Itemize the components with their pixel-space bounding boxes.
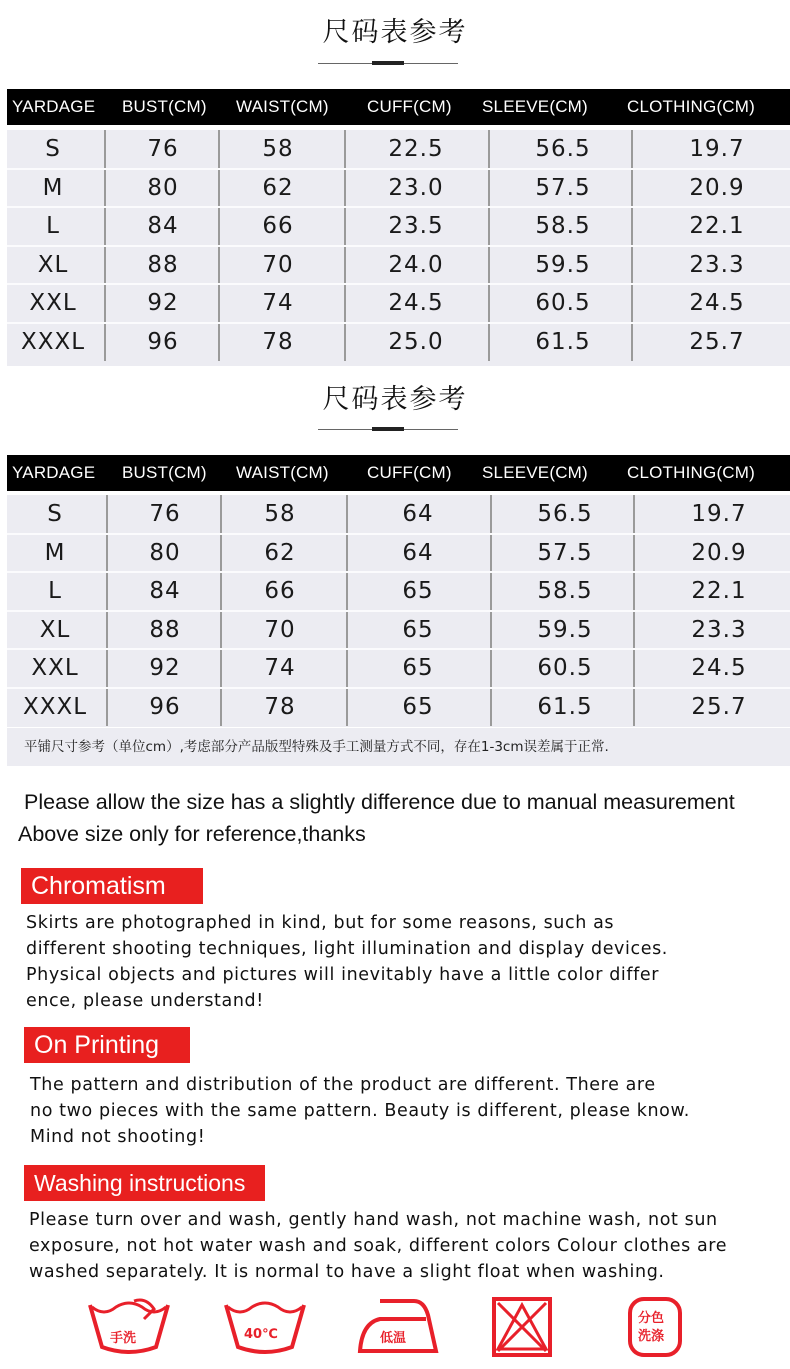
table-cell: 65	[402, 578, 434, 604]
header-bust: BUST(CM)	[122, 97, 207, 116]
wash-separately-icon	[624, 1295, 714, 1359]
table-cell: 58.5	[537, 578, 593, 604]
header-waist: WAIST(CM)	[236, 463, 329, 482]
table-cell: 70	[264, 616, 296, 643]
table-cell: 80	[147, 174, 179, 201]
washing-instructions-text	[29, 1207, 727, 1285]
text-line: ence, please understand!	[26, 991, 264, 1011]
table-row	[7, 284, 790, 323]
on-printing-text	[30, 1072, 690, 1150]
wash-separately-label-1: 分色	[638, 1311, 665, 1326]
row-divider	[7, 283, 790, 285]
table-cell: 76	[147, 136, 179, 162]
header-sleeve: SLEEVE(CM)	[482, 97, 588, 116]
table-cell: 62	[262, 174, 294, 201]
table-cell: 92	[149, 655, 181, 681]
table-cell: 24.0	[388, 251, 444, 278]
table-cell: 66	[264, 578, 296, 604]
table-cell: 96	[147, 328, 179, 355]
low-temperature-label: 低温	[380, 1331, 407, 1346]
wash-40c-label: 40℃	[244, 1327, 278, 1342]
row-divider	[7, 610, 790, 612]
table-cell: 58	[264, 501, 296, 527]
text-line: no two pieces with the same pattern. Beauty is different, please know.	[30, 1101, 690, 1121]
text-line: Please turn over and wash, gently hand wash, not machine wash, not sun	[29, 1210, 718, 1230]
table-cell: 66	[262, 213, 294, 239]
title-divider-bar	[372, 427, 404, 431]
table-cell: 58.5	[535, 213, 591, 239]
text-line: Mind not shooting!	[30, 1127, 206, 1147]
table-row	[7, 246, 790, 285]
table-row	[7, 207, 790, 246]
table-cell: 24.5	[689, 290, 745, 316]
table-cell: 22.1	[689, 213, 745, 239]
table-cell: 23.0	[388, 174, 444, 201]
chromatism-text	[26, 910, 668, 1014]
table-cell: 92	[147, 290, 179, 316]
wash-separately-label-2: 洗涤	[638, 1329, 665, 1344]
table-cell: 22.5	[388, 136, 444, 162]
table-body	[7, 130, 790, 366]
table-cell: L	[46, 213, 60, 239]
table-cell: XL	[37, 251, 69, 278]
table-cell: 80	[149, 539, 181, 566]
table-row	[7, 649, 790, 688]
table-cell: XXXL	[22, 693, 88, 720]
table-cell: 64	[402, 501, 434, 527]
table-cell: 88	[149, 616, 181, 643]
table-row	[7, 572, 790, 611]
table-cell: 56.5	[535, 136, 591, 162]
header-clothing: CLOTHING(CM)	[627, 463, 755, 482]
table-cell: 25.7	[691, 693, 747, 720]
table-row	[7, 495, 790, 534]
table-cell: 65	[402, 693, 434, 720]
table-header	[7, 455, 790, 491]
table-cell: 24.5	[388, 290, 444, 316]
table-cell: 56.5	[537, 501, 593, 527]
table-cell: 22.1	[691, 578, 747, 604]
table-cell: 20.9	[691, 539, 747, 566]
table-cell: 19.7	[691, 501, 747, 527]
row-divider	[7, 322, 790, 324]
measurement-note: 平铺尺寸参考（单位cm）,考虑部分产品版型特殊及手工测量方式不同，存在1-3cm误差属于正常.	[7, 728, 790, 766]
header-yardage: YARDAGE	[12, 463, 96, 482]
table-row	[7, 169, 790, 208]
disclaimer-line-1: Please allow the size has a slightly difference due to manual measurement	[24, 790, 735, 814]
table-cell: 25.0	[388, 328, 444, 355]
table-cell: 57.5	[537, 539, 593, 566]
row-divider	[7, 571, 790, 573]
table-body	[7, 495, 790, 727]
wash-40c-icon	[220, 1295, 310, 1359]
table-cell: 20.9	[689, 174, 745, 201]
section-title: 尺码表参考	[322, 384, 468, 415]
text-line: washed separately. It is normal to have a slight float when washing.	[29, 1262, 665, 1282]
table-cell: 57.5	[535, 174, 591, 201]
header-clothing: CLOTHING(CM)	[627, 97, 755, 116]
table-cell: 19.7	[689, 136, 745, 162]
row-divider	[7, 533, 790, 535]
table-cell: 61.5	[535, 328, 591, 355]
table-cell: 65	[402, 616, 434, 643]
text-line: Skirts are photographed in kind, but for some reasons, such as	[26, 913, 615, 933]
table-cell: L	[48, 578, 62, 604]
table-cell: XL	[39, 616, 71, 643]
header-cuff: CUFF(CM)	[367, 97, 452, 116]
table-row	[7, 323, 790, 362]
table-cell: 25.7	[689, 328, 745, 355]
table-cell: M	[42, 174, 64, 201]
row-divider	[7, 245, 790, 247]
text-line: The pattern and distribution of the product are different. There are	[30, 1075, 656, 1095]
table-cell: 58	[262, 136, 294, 162]
table-cell: XXL	[29, 290, 77, 316]
row-divider	[7, 168, 790, 170]
table-cell: 59.5	[537, 616, 593, 643]
title-divider-bar	[372, 61, 404, 65]
table-cell: S	[47, 501, 63, 527]
table-cell: 78	[264, 693, 296, 720]
table-header	[7, 89, 790, 125]
section-title: 尺码表参考	[322, 17, 468, 48]
table-cell: 24.5	[691, 655, 747, 681]
table-cell: 23.3	[689, 251, 745, 278]
header-bust: BUST(CM)	[122, 463, 207, 482]
table-cell: M	[44, 539, 66, 566]
text-line: exposure, not hot water wash and soak, different colors Colour clothes are	[29, 1236, 728, 1256]
chromatism-tag: Chromatism	[21, 868, 203, 904]
table-cell: 78	[262, 328, 294, 355]
table-cell: 60.5	[537, 655, 593, 681]
row-divider	[7, 648, 790, 650]
table-row	[7, 688, 790, 727]
table-cell: 88	[147, 251, 179, 278]
table-cell: S	[45, 136, 61, 162]
header-cuff: CUFF(CM)	[367, 463, 452, 482]
hand-wash-label: 手洗	[110, 1331, 137, 1346]
table-cell: 60.5	[535, 290, 591, 316]
table-row	[7, 611, 790, 650]
washing-instructions-tag: Washing instructions	[24, 1165, 265, 1201]
table-cell: 61.5	[537, 693, 593, 720]
table-cell: XXL	[31, 655, 79, 681]
text-line: different shooting techniques, light illumination and display devices.	[26, 939, 668, 959]
table-cell: 84	[149, 578, 181, 604]
table-cell: 59.5	[535, 251, 591, 278]
on-printing-tag: On Printing	[24, 1027, 190, 1063]
table-cell: 64	[402, 539, 434, 566]
table-cell: 65	[402, 655, 434, 681]
header-sleeve: SLEEVE(CM)	[482, 463, 588, 482]
low-temperature-iron-icon	[354, 1295, 444, 1359]
table-cell: 84	[147, 213, 179, 239]
table-cell: 74	[264, 655, 296, 681]
text-line: Physical objects and pictures will inevitably have a little color differ	[26, 965, 660, 985]
table-cell: 23.5	[388, 213, 444, 239]
header-waist: WAIST(CM)	[236, 97, 329, 116]
hand-wash-icon	[84, 1295, 174, 1359]
table-cell: XXXL	[20, 328, 86, 355]
table-cell: 76	[149, 501, 181, 527]
header-yardage: YARDAGE	[12, 97, 96, 116]
disclaimer-line-2: Above size only for reference,thanks	[18, 822, 366, 846]
row-divider	[7, 687, 790, 689]
row-divider	[7, 206, 790, 208]
table-cell: 23.3	[691, 616, 747, 643]
table-cell: 70	[262, 251, 294, 278]
table-cell: 74	[262, 290, 294, 316]
table-row	[7, 534, 790, 573]
do-not-bleach-icon	[488, 1295, 578, 1359]
table-cell: 62	[264, 539, 296, 566]
table-cell: 96	[149, 693, 181, 720]
table-row	[7, 130, 790, 169]
